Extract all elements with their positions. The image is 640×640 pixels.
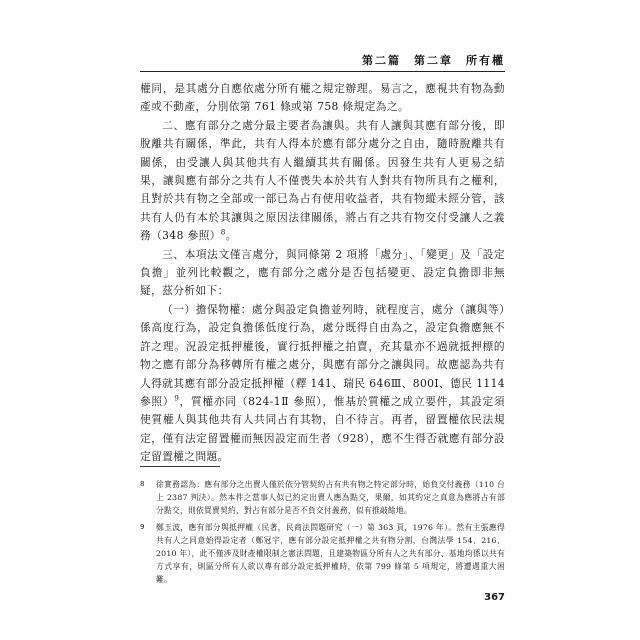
- paragraph-4-text: （一）擔保物權：處分與設定負擔並列時，就程度言，處分（讓與等）係高度行為，設定負擔係低度行為，處分既得自由為之，設定負擔應無不許之理。況設定抵押權後，實行抵押權之拍賣，充其量亦不過就抵押標的物之應有部分為移轉所有權之處分，與應有部分之讓與同。故應認為共有人得就其應有部分設定抵押權（釋 141、瑞民 646Ⅲ、800Ⅰ、德民 1114 參照）: [140, 302, 505, 408]
- footnote-ref-9[interactable]: 9: [174, 394, 180, 403]
- footnote-number: 8: [140, 480, 145, 488]
- paragraph-2-end: 。: [225, 229, 237, 243]
- footnote-separator: [140, 466, 220, 467]
- main-text: [140, 80, 505, 467]
- footnote-item: [140, 478, 505, 518]
- footnotes: [140, 478, 505, 590]
- paragraph-1: 權同，是其處分自應依處分所有權之規定辦理。易言之，應視共有物為動產或不動產，分別依第 761 條或第 758 條規定為之。: [140, 82, 505, 114]
- paragraph-2-text: 二、應有部分之處分最主要者為讓與。共有人讓與其應有部分後，即脫離共有關係，準此，共有人得本於應有部分處分之自由，隨時脫離共有關係，由受讓人與其他共有人繼續其共有關係。因發生共有人更易之結果，讓與應有部分之共有人不僅喪失本於共有人對共有物所具有之權利，且對於共有物之全部或一部已為占有使用收益者，共有物縱未經分管，該共有人仍有本於其讓與之原因法律關係，將占有之共有物交付受讓人之義務（348 參照）: [140, 118, 505, 243]
- paragraph-4-end: ，質權亦同（824-1Ⅱ 參照），惟基於質權之成立要件，其設定須使質權人與其他共有人共同占有其物，自不待言。再者，留置權依民法規定，僅有法定留置權而無因設定而生者（928），應不生得否就應有部分設定留置權之問題。: [140, 394, 505, 464]
- paragraph-2: [140, 117, 505, 246]
- page-header: [140, 50, 505, 72]
- header-rule: [140, 71, 505, 72]
- footnote-text: 鄭玉波，應有部分與抵押權（民著，民商法問題研究（一）第 363 頁，1976 年）。然有主張應得共有人之同意始得設定者（鄭冠宇，應有部分設定抵押權之共有物分割，台灣法學 154、216、2010 年），此不僅涉及財產權限制之憲法問題，且建築物區分所有人之共有部分、基地均係以共有方式享有，則區分所有人欲以專有部分設定抵押權時，依第 799 條第 5 項規定，將遭遇重大困難。: [156, 522, 505, 585]
- footnote-number: 9: [140, 522, 145, 531]
- page-number: 367: [484, 592, 505, 603]
- footnote-item: [140, 521, 505, 587]
- running-head: 第二篇 第二章 所有權: [362, 54, 505, 67]
- footnote-ref-8[interactable]: 8: [220, 228, 226, 237]
- paragraph-3: 三、本項法文僅言處分，與同條第 2 項將「處分」、「變更」及「設定負擔」並列比較觀之，應有部分之處分是否包括變更、設定負擔即非無疑，茲分析如下：: [140, 247, 505, 298]
- paragraph-4: [140, 301, 505, 467]
- footnote-text: 徐實務認為：應有部分之出賣人僅於依分管契約占有共有物之特定部分時，始負交付義務（110 台上 2387 判決）。然本件之當事人似已約定出賣人應為點交，果爾，如其約定之真意為應將占有部分點交，則依買賣契約，對占有部分是否不負交付義務，似有推敲餘地。: [156, 480, 505, 516]
